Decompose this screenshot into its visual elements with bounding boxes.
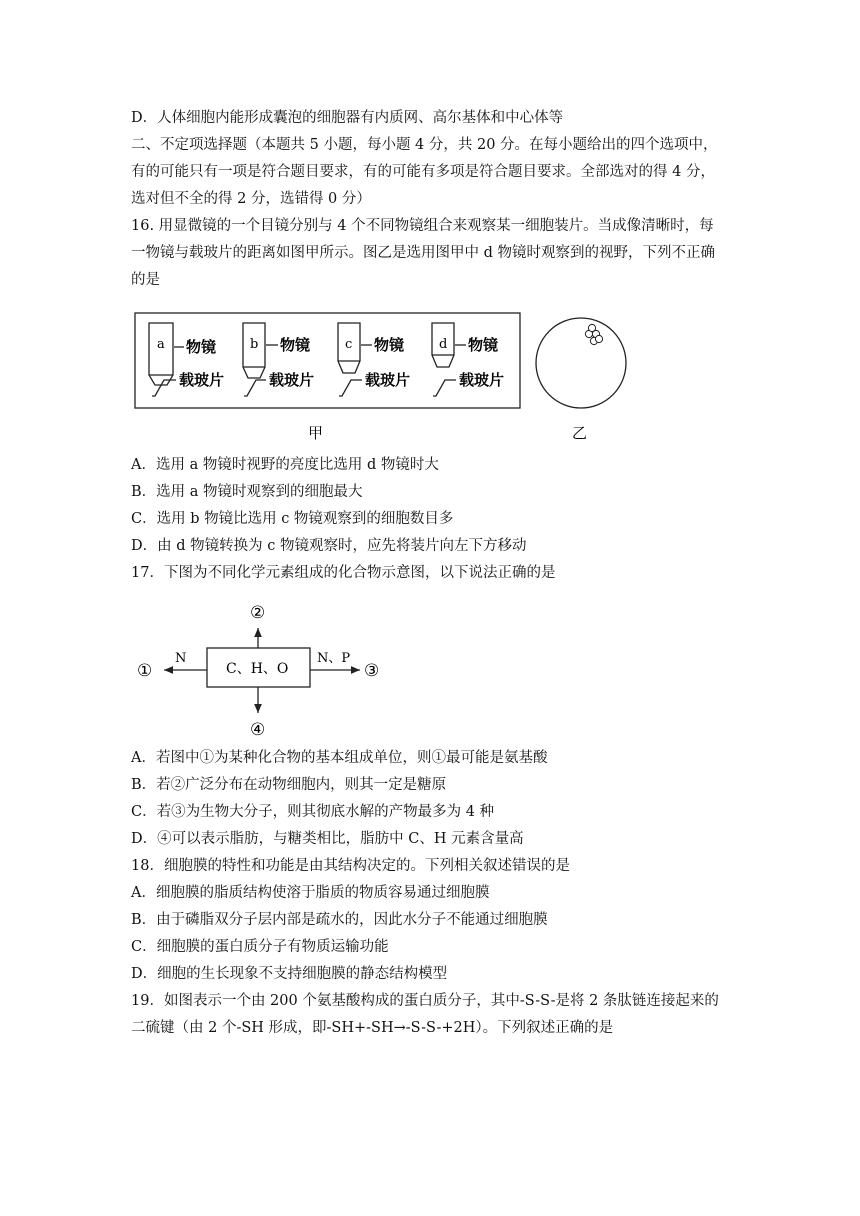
q16-stem-3: 的是 — [131, 272, 160, 288]
lens-letter-b: b — [250, 337, 259, 352]
caption-jia: 甲 — [308, 424, 324, 442]
q16-option-b: B．选用 a 物镜时观察到的细胞最大 — [131, 484, 363, 500]
q19-stem-2: 二硫键（由 2 个-SH 形成，即-SH+-SH→-S-S-+2H）。下列叙述正确的是 — [131, 1020, 614, 1036]
section-instruction-3: 选对但不全的得 2 分，选错得 0 分） — [131, 191, 371, 207]
slide-label-a: 载玻片 — [179, 371, 225, 389]
q16-stem-1: 16. 用显微镜的一个目镜分别与 4 个不同物镜组合来观察某一细胞装片。当成像清晰时，每 — [131, 218, 714, 234]
objective-label-a: 物镜 — [186, 338, 217, 356]
section-instruction-2: 有的可能只有一项是符合题目要求，有的可能有多项是符合题目要求。全部选对的得 4 分， — [131, 164, 715, 180]
q19-stem-1: 19．如图表示一个由 200 个氨基酸构成的蛋白质分子，其中-S-S-是将 2 条肽链连接起来的 — [131, 993, 719, 1009]
element-n-left: N — [175, 651, 187, 666]
node-3: ③ — [364, 661, 380, 681]
q18-option-b: B．由于磷脂双分子层内部是疏水的，因此水分子不能通过细胞膜 — [131, 912, 548, 928]
q16-option-c: C．选用 b 物镜比选用 c 物镜观察到的细胞数目多 — [131, 511, 454, 527]
q16-option-d: D．由 d 物镜转换为 c 物镜观察时，应先将装片向左下方移动 — [131, 538, 527, 554]
slide-label-d: 载玻片 — [459, 371, 505, 389]
q16-option-a: A．选用 a 物镜时视野的亮度比选用 d 物镜时大 — [131, 457, 439, 473]
caption-yi: 乙 — [572, 424, 588, 442]
node-1: ① — [137, 661, 153, 681]
q17-stem: 17．下图为不同化学元素组成的化合物示意图，以下说法正确的是 — [131, 565, 556, 581]
q15-option-d: D．人体细胞内能形成囊泡的细胞器有内质网、高尔基体和中心体等 — [131, 110, 564, 126]
slide-label-c: 载玻片 — [365, 371, 411, 389]
objective-label-d: 物镜 — [468, 336, 499, 354]
q17-option-c: C．若③为生物大分子，则其彻底水解的产物最多为 4 种 — [131, 804, 495, 820]
q17-option-a: A．若图中①为某种化合物的基本组成单位，则①最可能是氨基酸 — [131, 750, 548, 766]
q18-stem: 18．细胞膜的特性和功能是由其结构决定的。下列相关叙述错误的是 — [131, 858, 570, 874]
q17-option-d: D．④可以表示脂肪，与糖类相比，脂肪中 C、H 元素含量高 — [131, 831, 524, 847]
objective-label-c: 物镜 — [374, 336, 405, 354]
lens-letter-a: a — [157, 337, 165, 352]
q16-stem-2: 一物镜与载玻片的距离如图甲所示。图乙是选用图甲中 d 物镜时观察到的视野，下列不正确 — [131, 245, 715, 261]
q18-option-c: C．细胞膜的蛋白质分子有物质运输功能 — [131, 939, 389, 955]
objective-label-b: 物镜 — [280, 336, 311, 354]
lens-letter-c: c — [345, 337, 353, 352]
center-elements: C、H、O — [226, 661, 289, 677]
q17-option-b: B．若②广泛分布在动物细胞内，则其一定是糖原 — [131, 777, 447, 793]
node-4: ④ — [250, 720, 266, 740]
element-np-right: N、P — [317, 651, 351, 666]
slide-label-b: 载玻片 — [269, 371, 315, 389]
q18-option-d: D．细胞的生长现象不支持细胞膜的静态结构模型 — [131, 966, 448, 982]
section-heading: 二、不定项选择题（本题共 5 小题，每小题 4 分，共 20 分。在每小题给出的四个选项中， — [131, 137, 718, 153]
lens-letter-d: d — [439, 337, 448, 352]
node-2: ② — [250, 603, 266, 623]
q18-option-a: A．细胞膜的脂质结构使溶于脂质的物质容易通过细胞膜 — [131, 885, 490, 901]
